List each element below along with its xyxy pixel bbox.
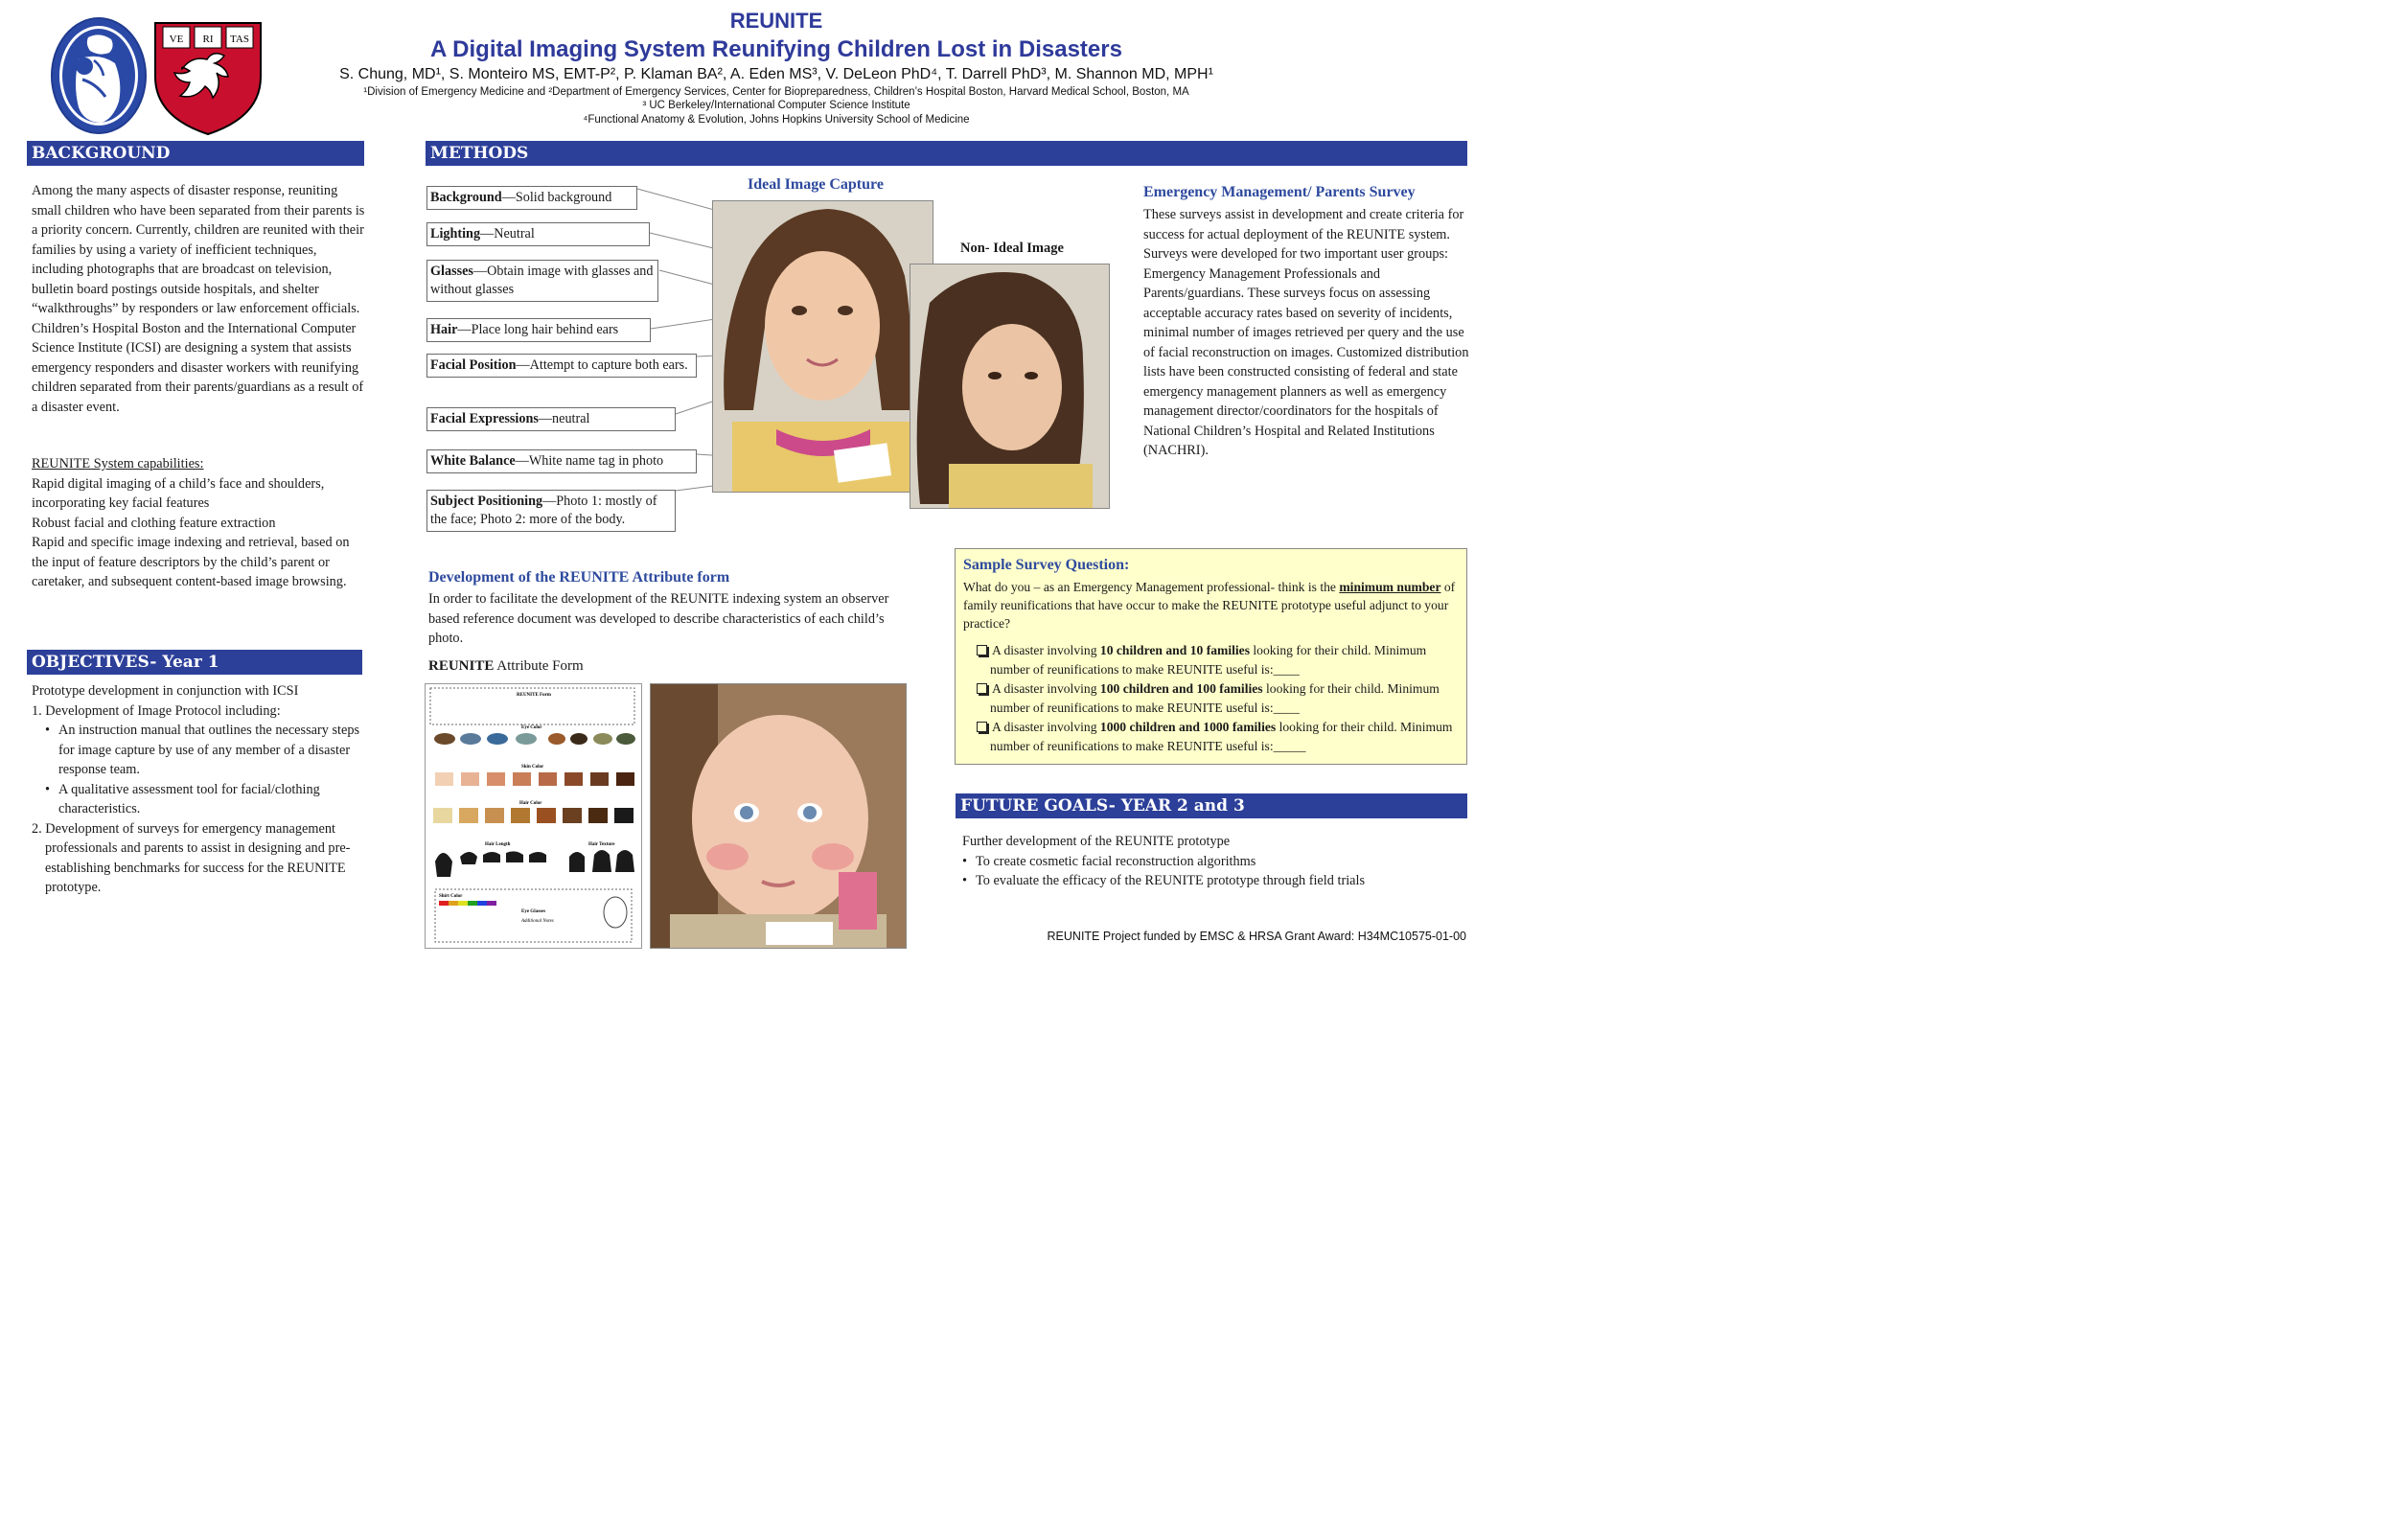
label-desc: —Place long hair behind ears <box>457 322 619 337</box>
affiliation-2: ³ UC Berkeley/International Computer Science Institute <box>642 100 910 111</box>
capability-item: Rapid digital imaging of a child’s face and shoulders, incorporating key facial features <box>32 475 325 511</box>
protocol-label-subject-positioning <box>426 490 676 532</box>
future-goal-text: To create cosmetic facial reconstruction algorithms <box>976 853 1256 869</box>
option-text: looking for their child. Minimum number of reunifications to make REUNITE useful is:____ <box>990 681 1440 715</box>
attribute-form-paragraph: In order to facilitate the development of the REUNITE indexing system an observer based reference document was developed to describe characteristics of each child’s photo. <box>428 591 889 646</box>
methods-section-header: METHODS <box>426 141 1467 166</box>
poster-title: REUNITE <box>729 9 823 33</box>
form-title: REUNITE Form <box>517 693 551 698</box>
protocol-label-lighting <box>426 222 650 246</box>
label-desc: —Solid background <box>501 190 612 205</box>
objective-bullet: • An instruction manual that outlines the necessary steps for image capture by use of any member of a disaster response team. <box>45 723 360 777</box>
future-goal-text: To evaluate the efficacy of the REUNITE prototype through field trials <box>976 873 1366 888</box>
nonideal-image-photo <box>910 264 1110 509</box>
attribute-form-caption <box>428 658 584 675</box>
poster-subtitle: A Digital Imaging System Reunifying Children Lost in Disasters <box>430 36 1122 62</box>
label-desc: —Attempt to capture both ears. <box>516 357 688 373</box>
survey-heading: Emergency Management/ Parents Survey <box>1143 184 1416 200</box>
skin-swatches <box>435 772 634 786</box>
funding-footer: REUNITE Project funded by EMSC & HRSA Grant Award: H34MC10575-01-00 <box>1047 930 1466 943</box>
ideal-image-photo <box>712 200 933 493</box>
label-term: Glasses <box>430 264 473 279</box>
ideal-image-caption: Ideal Image Capture <box>748 176 884 193</box>
protocol-label-facial-position <box>426 354 697 378</box>
future-goal-bullet: • To evaluate the efficacy of the REUNITE prototype through field trials <box>962 873 1366 888</box>
label-term: Subject Positioning <box>430 494 543 509</box>
option-text: looking for their child. Minimum number of reunifications to make REUNITE useful is:____ <box>990 643 1427 677</box>
option-text: A disaster involving <box>992 681 1100 696</box>
protocol-label-facial-expressions <box>426 407 676 431</box>
form-shirt-color: Shirt Color <box>439 894 463 899</box>
capabilities-title: REUNITE System capabilities: <box>32 456 204 471</box>
survey-option-1 <box>977 641 1469 679</box>
objective-item-1: 1. Development of Image Protocol including: <box>32 702 281 719</box>
veritas-letters-3: TAS <box>230 34 249 45</box>
label-desc: —Photo 1: mostly of the face; Photo 2: more of the body. <box>430 494 657 527</box>
label-desc: —neutral <box>538 411 590 426</box>
protocol-label-glasses <box>426 260 658 302</box>
form-hair-texture: Hair Texture <box>588 842 615 847</box>
label-desc: —White name tag in photo <box>515 453 664 469</box>
survey-paragraph: These surveys assist in development and create criteria for success for actual deployment of the REUNITE system. Surveys were developed for two important user groups: Emergency Management Professionals and Parents/guardians. These surveys focus on assessing acceptable accuracy rates based on severity of incidents, minimal number of images retrieved per query and the use of facial reconstruction on images. Customized distribution lists have been constructed consisting of federal and state emergency management planners as well as emergency management director/coordinators for the hospitals of National Children’s Hospital and Related Institutions (NACHRI). <box>1143 207 1469 458</box>
objectives-section-header: OBJECTIVES- Year 1 <box>27 650 362 675</box>
shirt-color-strip <box>439 901 496 906</box>
option-text: A disaster involving <box>992 720 1100 734</box>
objective-bullet-text: A qualitative assessment tool for facial/clothing characteristics. <box>58 781 320 816</box>
option-emphasis: 100 children and 100 families <box>1099 681 1263 696</box>
form-skin-color: Skin Color <box>521 765 544 770</box>
form-hair-length: Hair Length <box>485 842 511 847</box>
objective-item-2: 2. Development of surveys for emergency management professionals and parents to assist in designing and pre-establishing benchmarks for success for the REUNITE prototype. <box>32 820 351 895</box>
checkbox-icon[interactable] <box>977 645 987 655</box>
attribute-form-caption-rest: Attribute Form <box>494 658 584 674</box>
nonideal-image-caption: Non- Ideal Image <box>960 241 1064 256</box>
checkbox-icon[interactable] <box>977 683 987 694</box>
option-emphasis: 10 children and 10 families <box>1099 643 1250 657</box>
eye-swatches <box>434 733 635 745</box>
label-term: Background <box>430 190 502 205</box>
sample-survey-heading: Sample Survey Question: <box>963 557 1130 573</box>
hair-style-drawings <box>435 850 634 877</box>
future-goal-bullet: • To create cosmetic facial reconstruction algorithms <box>962 853 1256 869</box>
option-text: A disaster involving <box>992 643 1100 657</box>
background-paragraph: Among the many aspects of disaster response, reuniting small children who have been separated from their parents is a priority concern. Currently, children are reunited with their families by using a variety of inefficient techniques, including photographs that are broadcast on television, bulletin board postings outside hospitals, and shelter “walkthroughs” by responders or law enforcement officials. Children’s Hospital Boston and the International Computer Science Institute (ICSI) are designing a system that assists emergency responders and disaster workers with reunifying children separated from their parents/guardians as a result of a disaster event. <box>32 183 365 415</box>
label-term: Lighting <box>430 226 481 241</box>
sample-survey-question <box>963 578 1462 632</box>
future-goals-section-header: FUTURE GOALS- YEAR 2 and 3 <box>956 793 1467 818</box>
question-text: of family reunifications that have occur to make the REUNITE prototype useful adjunct to your practice? <box>963 580 1456 631</box>
attribute-form-heading: Development of the REUNITE Attribute form <box>428 569 730 586</box>
capability-item: Robust facial and clothing feature extraction <box>32 515 276 531</box>
future-goals-intro: Further development of the REUNITE prototype <box>962 834 1231 849</box>
form-additional-notes: Additional Notes <box>521 919 554 924</box>
question-text: What do you – as an Emergency Management professional- think is the <box>963 580 1340 594</box>
checkbox-icon[interactable] <box>977 722 987 732</box>
form-eye-color: Eye Color <box>521 725 542 730</box>
label-desc: —Obtain image with glasses and without glasses <box>430 264 654 297</box>
veritas-letters-1: VE <box>169 34 184 45</box>
protocol-label-white-balance <box>426 449 697 473</box>
veritas-letters-2: RI <box>202 34 214 45</box>
objectives-intro: Prototype development in conjunction with ICSI <box>32 683 299 699</box>
hair-swatches <box>433 808 634 823</box>
author-list: S. Chung, MD¹, S. Monteiro MS, EMT-P², P. Klaman BA², A. Eden MS³, V. DeLeon PhD⁴, T. Darrell PhD³, M. Shannon MD, MPH¹ <box>339 66 1213 82</box>
form-eye-glasses: Eye Glasses <box>521 909 546 914</box>
survey-option-3 <box>977 718 1469 756</box>
option-emphasis: 1000 children and 1000 families <box>1099 720 1277 734</box>
label-term: Facial Position <box>430 357 517 373</box>
label-term: Facial Expressions <box>430 411 539 426</box>
survey-option-2 <box>977 679 1469 718</box>
attribute-form-image <box>425 683 642 949</box>
future-goals-content <box>962 832 1465 891</box>
option-text: looking for their child. Minimum number of reunifications to make REUNITE useful is:_____ <box>990 720 1453 753</box>
sample-survey-box <box>955 548 1467 765</box>
label-desc: —Neutral <box>480 226 535 241</box>
background-section-header: BACKGROUND <box>27 141 364 166</box>
protocol-label-background <box>426 186 637 210</box>
protocol-label-hair <box>426 318 651 342</box>
affiliation-1: ¹Division of Emergency Medicine and ²Department of Emergency Services, Center for Biopreparedness, Children’s Hospital Boston, Harvard Medical School, Boston, MA <box>363 86 1189 98</box>
form-hair-color: Hair Color <box>519 801 542 806</box>
capability-item: Rapid and specific image indexing and retrieval, based on the input of feature descriptors by the child’s parent or caretaker, and subsequent content-based image browsing. <box>32 535 350 589</box>
label-term: Hair <box>430 322 458 337</box>
objective-bullet: • A qualitative assessment tool for facial/clothing characteristics. <box>45 781 320 816</box>
question-emphasis: minimum number <box>1339 580 1441 594</box>
affiliation-3: ⁴Functional Anatomy & Evolution, Johns Hopkins University School of Medicine <box>583 114 970 126</box>
baby-photo <box>650 683 907 949</box>
label-term: White Balance <box>430 453 516 469</box>
attribute-form-caption-bold: REUNITE <box>428 658 495 674</box>
objective-bullet-text: An instruction manual that outlines the necessary steps for image capture by use of any member of a disaster response team. <box>58 723 360 777</box>
